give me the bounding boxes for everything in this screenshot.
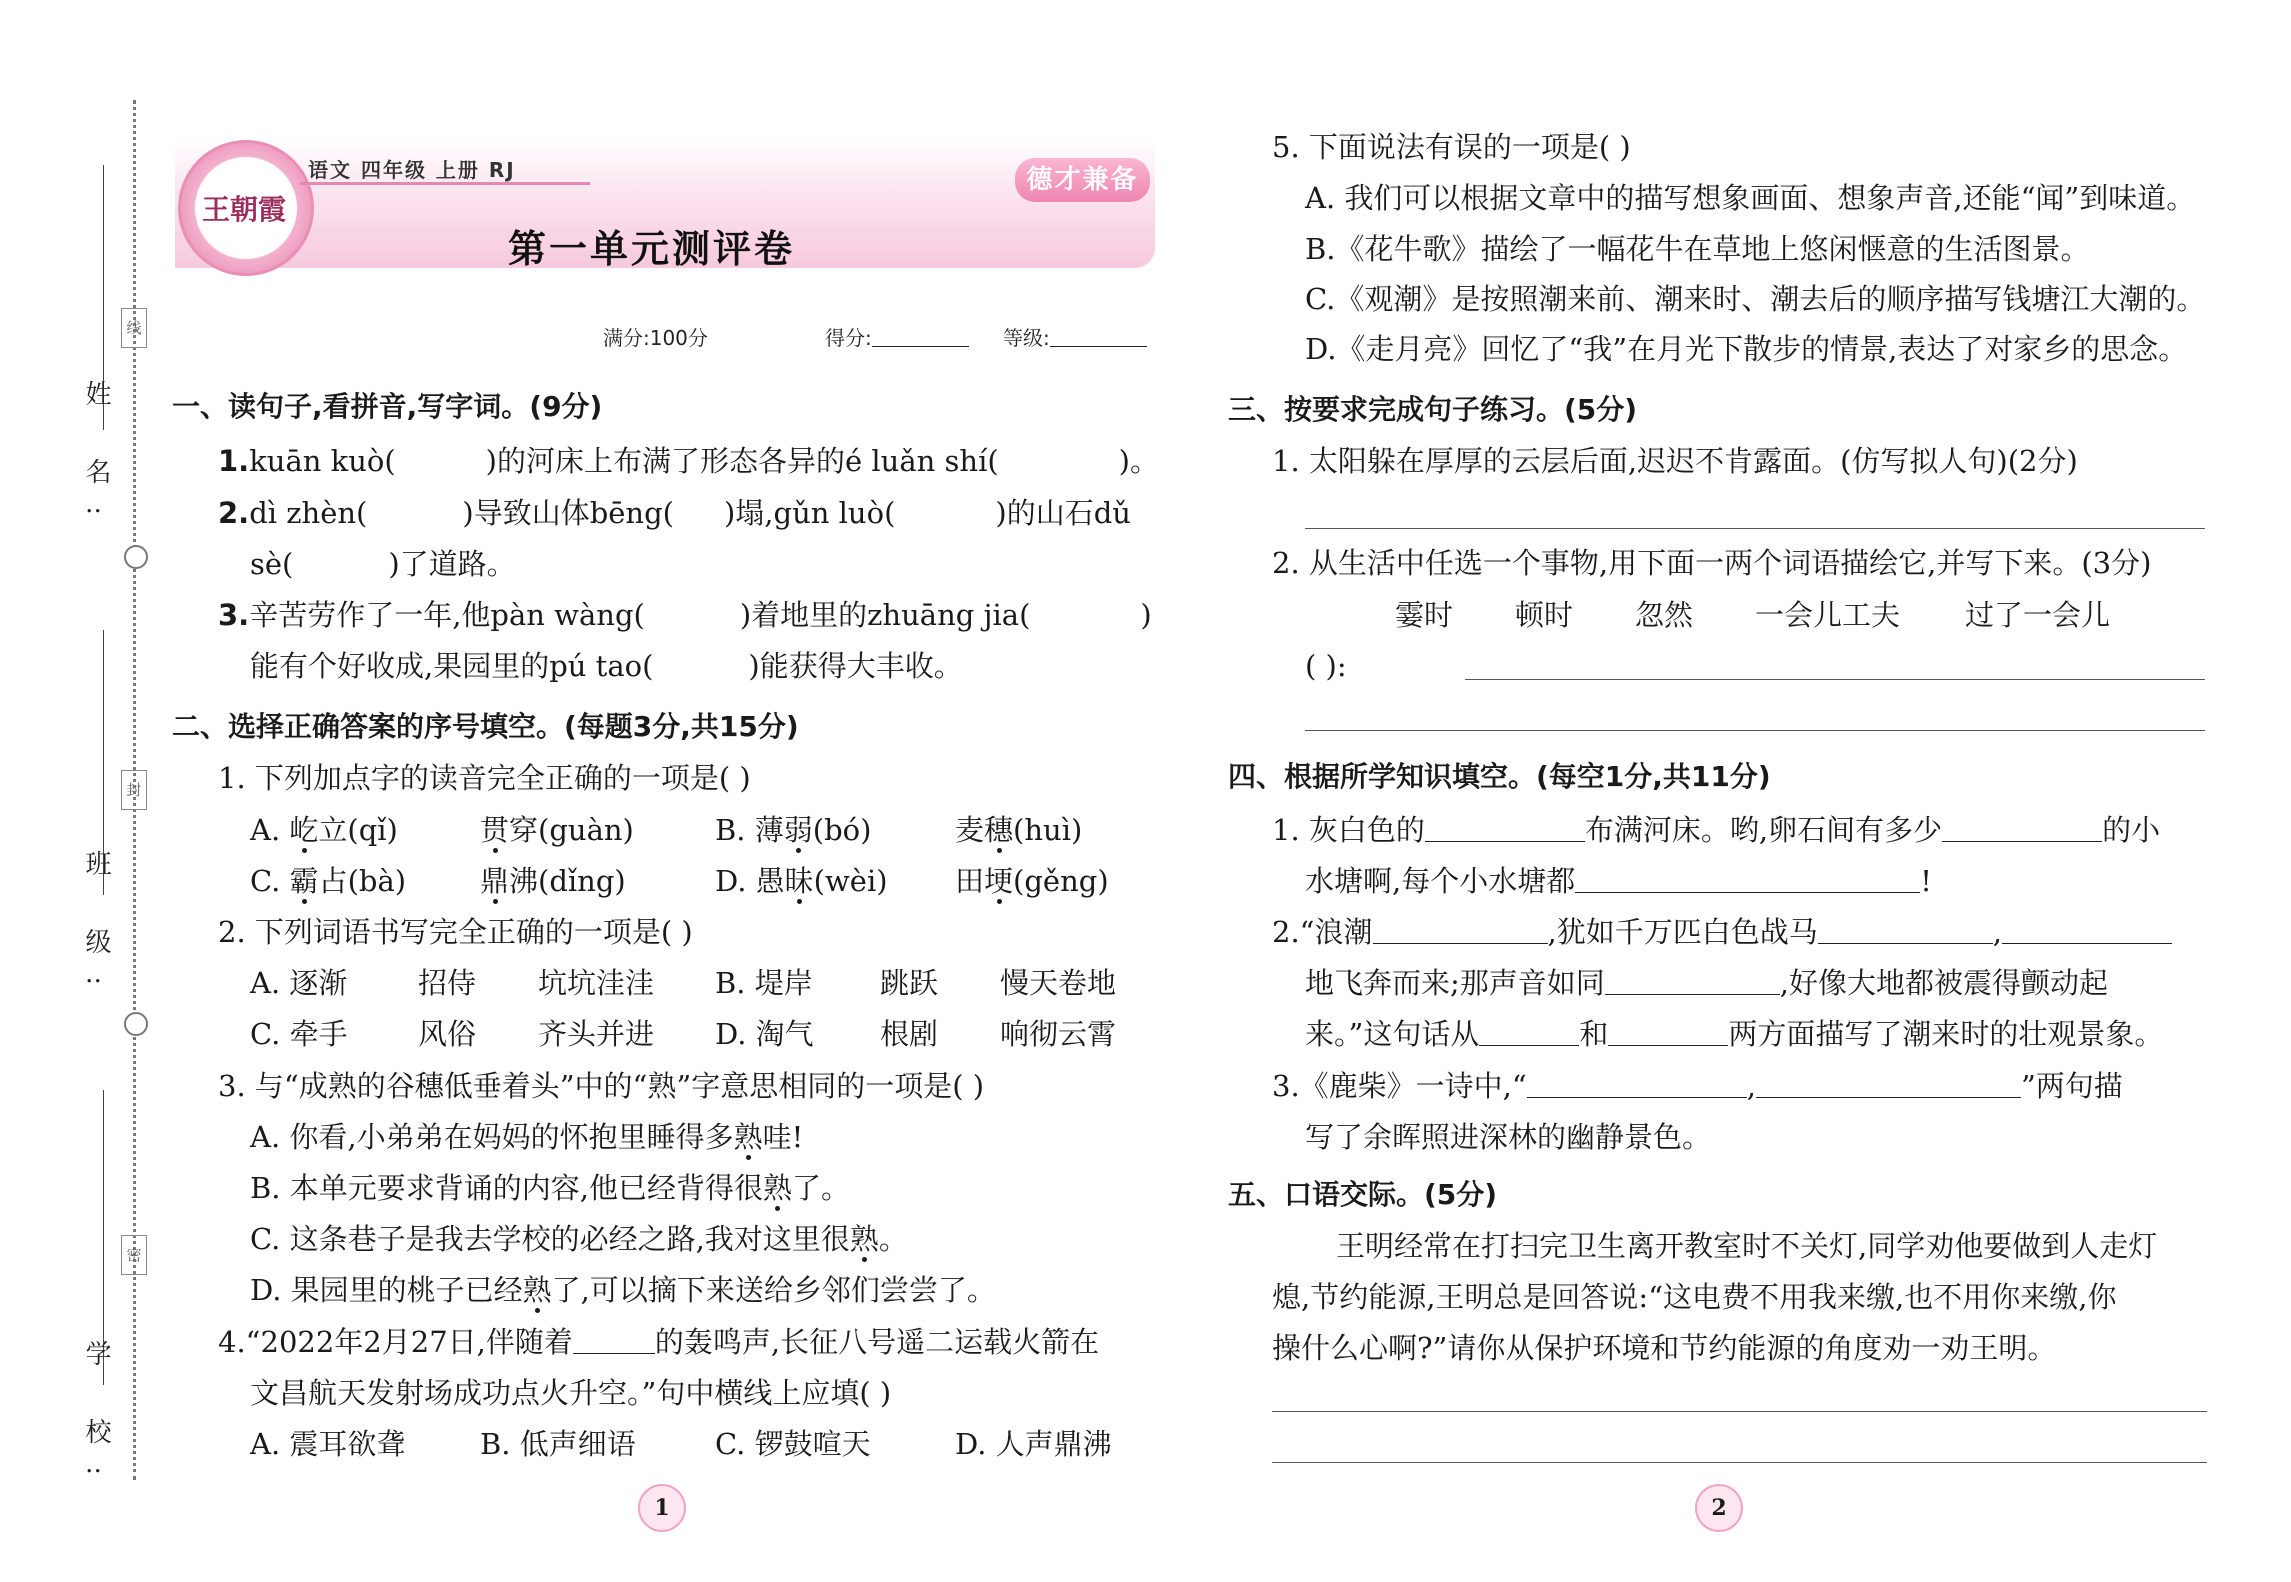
s3-q1: 1. 太阳躲在厚厚的云层后面,迟迟不肯露面。(仿写拟人句)(2分) bbox=[1272, 444, 2078, 478]
s1-q2-c: )塌,gǔn luò( bbox=[723, 496, 896, 530]
s2-q4-opt-b[interactable]: B. 低声细语 bbox=[480, 1427, 636, 1461]
s2-q1-stem: 1. 下列加点字的读音完全正确的一项是( ) bbox=[218, 761, 751, 795]
s4-q2-blank1[interactable] bbox=[1373, 917, 1548, 944]
class-label: 班 级: bbox=[81, 850, 111, 1008]
s2-q3-opt-b[interactable]: B. 本单元要求背诵的内容,他已经背得很熟了。 bbox=[250, 1171, 850, 1205]
s5-answer-line2[interactable] bbox=[1272, 1462, 2207, 1463]
s1-q2-num: 2. bbox=[218, 496, 250, 530]
q5-opt-c[interactable]: C.《观潮》是按照潮来前、潮来时、潮去后的顺序描写钱塘江大潮的。 bbox=[1305, 282, 2206, 316]
s1-q1-b: )的河床上布满了形态各异的é luǎn shí( bbox=[485, 444, 999, 478]
s3-subject-paren[interactable]: ( ): bbox=[1305, 649, 1347, 683]
s2-q2-c-word3: 齐头并进 bbox=[538, 1017, 655, 1051]
s2-q1-opt-c1[interactable]: C. 霸占(bà) bbox=[250, 864, 407, 898]
s2-q3-opt-c[interactable]: C. 这条巷子是我去学校的必经之路,我对这里很熟。 bbox=[250, 1222, 908, 1256]
seal-char-xian: 线 bbox=[121, 308, 147, 348]
binding-hole-2 bbox=[124, 1012, 148, 1036]
s4-q2-blank2[interactable] bbox=[1818, 917, 1993, 944]
q5-opt-b[interactable]: B.《花牛歌》描绘了一幅花牛在草地上悠闲惬意的生活图景。 bbox=[1305, 232, 2090, 266]
s2-q2-stem: 2. 下列词语书写完全正确的一项是( ) bbox=[218, 915, 693, 949]
s1-q3-e: )能获得大丰收。 bbox=[748, 649, 963, 683]
s5-paragraph-line1: 王明经常在打扫完卫生离开教室时不关灯,同学劝他要做到人走灯 bbox=[1336, 1229, 2158, 1263]
s4-q2-line2: 地飞奔而来;那声音如同 ,好像大地都被震得颤动起 bbox=[1305, 966, 2108, 1000]
s4-q3-blank1[interactable] bbox=[1527, 1071, 1747, 1098]
s1-q3-b: )着地里的zhuāng jia( bbox=[739, 598, 1031, 632]
s4-q3-line1: 3.《鹿柴》一诗中,“ , ”两句描 bbox=[1272, 1069, 2123, 1103]
grade-label: 等级: bbox=[1003, 326, 1050, 350]
s4-q1-blank3[interactable] bbox=[1575, 866, 1920, 893]
s1-q1-num: 1. bbox=[218, 444, 250, 478]
score-blank[interactable] bbox=[872, 326, 969, 347]
course-meta: 语文 四年级 上册 RJ bbox=[308, 158, 516, 182]
s4-q1-line2: 水塘啊,每个小水塘都 ! bbox=[1305, 864, 1932, 898]
seal-char-feng: 封 bbox=[121, 770, 147, 810]
s1-q3-c: ) bbox=[1140, 598, 1152, 632]
s1-q3-line2 bbox=[250, 648, 963, 684]
page-number-left: 1 bbox=[638, 1484, 686, 1532]
s2-q2-a-word3: 坑坑洼洼 bbox=[538, 966, 655, 1000]
section1-heading: 一、读句子,看拼音,写字词。(9分) bbox=[172, 390, 603, 423]
score-field[interactable] bbox=[825, 322, 969, 351]
s2-q2-b-word3: 慢天卷地 bbox=[1000, 966, 1117, 1000]
s3-q2: 2. 从生活中任选一个事物,用下面一两个词语描绘它,并写下来。(3分) bbox=[1272, 546, 2152, 580]
s1-q1-a: kuān kuò( bbox=[249, 444, 396, 478]
s1-q1 bbox=[218, 443, 1159, 479]
s3-word-5: 过了一会儿 bbox=[1965, 598, 2111, 632]
section2-heading: 二、选择正确答案的序号填空。(每题3分,共15分) bbox=[172, 710, 799, 743]
s4-q3-line2: 写了余晖照进深林的幽静景色。 bbox=[1305, 1120, 1712, 1154]
s2-q1-opt-d1[interactable]: D. 愚昧(wèi) bbox=[715, 864, 888, 898]
s4-q1-blank2[interactable] bbox=[1942, 815, 2102, 842]
grade-blank[interactable] bbox=[1050, 326, 1147, 347]
s5-paragraph-line3: 操什么心啊?”请你从保护环境和节约能源的角度劝一劝王明。 bbox=[1272, 1331, 2057, 1365]
score-label: 得分: bbox=[825, 326, 872, 350]
s2-q2-b-word1[interactable]: B. 堤岸 bbox=[715, 966, 813, 1000]
s1-q2-e: sè( bbox=[250, 547, 294, 581]
s2-q2-a-word1[interactable]: A. 逐渐 bbox=[250, 966, 348, 1000]
s2-q2-c-word1[interactable]: C. 牵手 bbox=[250, 1017, 348, 1051]
s5-paragraph-line2: 熄,节约能源,王明总是回答说:“这电费不用我来缴,也不用你来缴,你 bbox=[1272, 1280, 2117, 1314]
s1-q3-num: 3. bbox=[218, 598, 250, 632]
full-marks: 满分:100分 bbox=[603, 326, 708, 350]
s3-q1-answer-line[interactable] bbox=[1305, 528, 2205, 529]
motto-badge: 德才兼备 bbox=[1015, 158, 1150, 202]
s1-q2-line2 bbox=[250, 546, 516, 582]
s1-q3-a: 辛苦劳作了一年,他pàn wàng( bbox=[249, 598, 645, 632]
s2-q4-blank[interactable] bbox=[573, 1327, 655, 1354]
s2-q3-stem: 3. 与“成熟的谷穗低垂着头”中的“熟”字意思相同的一项是( ) bbox=[218, 1069, 985, 1103]
s4-q2-blank3[interactable] bbox=[2002, 917, 2172, 944]
s3-word-3: 忽然 bbox=[1635, 598, 1694, 632]
s2-q4-opt-d[interactable]: D. 人声鼎沸 bbox=[955, 1427, 1112, 1461]
grade-field[interactable] bbox=[1003, 322, 1147, 351]
seal-char-mi: 密 bbox=[121, 1235, 147, 1275]
s2-q2-d-word3: 响彻云霄 bbox=[1000, 1017, 1117, 1051]
q5-opt-d[interactable]: D.《走月亮》回忆了“我”在月光下散步的情景,表达了对家乡的思念。 bbox=[1305, 332, 2188, 366]
binding-hole-1 bbox=[124, 545, 148, 569]
section3-heading: 三、按要求完成句子练习。(5分) bbox=[1228, 393, 1638, 426]
s2-q2-a-word2: 招侍 bbox=[418, 966, 477, 1000]
s4-q1-line1: 1. 灰白色的 布满河床。哟,卵石间有多少 的小 bbox=[1272, 813, 2161, 847]
school-label: 学 校: bbox=[81, 1340, 111, 1498]
s1-q2-line1 bbox=[218, 495, 1131, 531]
s1-q2-a: dì zhèn( bbox=[249, 496, 368, 530]
s2-q2-d-word1[interactable]: D. 淘气 bbox=[715, 1017, 814, 1051]
s2-q4-line2: 文昌航天发射场成功点火升空。”句中横线上应填( ) bbox=[250, 1376, 892, 1410]
s3-q2-answer-line1[interactable] bbox=[1465, 679, 2205, 680]
s4-q2-blank4[interactable] bbox=[1605, 968, 1780, 995]
s3-word-2: 顿时 bbox=[1515, 598, 1574, 632]
s2-q4-line1: 4.“2022年2月27日,伴随着 的轰鸣声,长征八号遥二运载火箭在 bbox=[218, 1325, 1100, 1359]
s4-q2-blank5[interactable] bbox=[1479, 1019, 1579, 1046]
q5-opt-a[interactable]: A. 我们可以根据文章中的描写想象画面、想象声音,还能“闻”到味道。 bbox=[1305, 181, 2196, 215]
section5-heading: 五、口语交际。(5分) bbox=[1228, 1178, 1498, 1211]
s2-q1-opt-b1[interactable]: B. 薄弱(bó) bbox=[715, 813, 872, 847]
meta-underline bbox=[300, 182, 590, 185]
s1-q3-line1 bbox=[218, 597, 1152, 633]
s3-word-1: 霎时 bbox=[1395, 598, 1454, 632]
s1-q1-c: )。 bbox=[1118, 444, 1159, 478]
page-title: 第一单元测评卷 bbox=[508, 227, 796, 271]
s2-q4-opt-a[interactable]: A. 震耳欲聋 bbox=[250, 1427, 406, 1461]
s1-q2-d: )的山石dǔ bbox=[995, 496, 1131, 530]
brand-logo-text: 王朝霞 bbox=[201, 193, 286, 226]
s4-q1-blank1[interactable] bbox=[1425, 815, 1585, 842]
q5-stem: 5. 下面说法有误的一项是( ) bbox=[1272, 130, 1631, 164]
s1-q3-d: 能有个好收成,果园里的pú tao( bbox=[250, 649, 654, 683]
s1-q2-b: )导致山体bēng( bbox=[462, 496, 674, 530]
s1-q2-f: )了道路。 bbox=[388, 547, 516, 581]
s2-q1-opt-a1[interactable]: A. 屹立(qǐ) bbox=[250, 813, 398, 847]
s4-q2-line1: 2.“浪潮 ,犹如千万匹白色战马 , bbox=[1272, 914, 2172, 950]
s4-q3-blank2[interactable] bbox=[1756, 1071, 2021, 1098]
section4-heading: 四、根据所学知识填空。(每空1分,共11分) bbox=[1228, 760, 1771, 793]
s4-q2-line3: 来。”这句话从 和 两方面描写了潮来时的壮观景象。 bbox=[1305, 1017, 2164, 1051]
s2-q3-opt-a[interactable]: A. 你看,小弟弟在妈妈的怀抱里睡得多熟哇! bbox=[250, 1120, 804, 1154]
s3-word-4: 一会儿工夫 bbox=[1755, 598, 1901, 632]
s2-q1-opt-a2: 贯穿(guàn) bbox=[480, 813, 634, 847]
s2-q1-opt-d2: 田埂(gěng) bbox=[955, 864, 1109, 898]
s2-q1-opt-c2: 鼎沸(dǐng) bbox=[480, 864, 626, 898]
page-number-right: 2 bbox=[1695, 1484, 1743, 1532]
s4-q2-blank6[interactable] bbox=[1608, 1019, 1728, 1046]
s2-q4-opt-c[interactable]: C. 锣鼓喧天 bbox=[715, 1427, 871, 1461]
s3-q2-answer-line2[interactable] bbox=[1305, 730, 2205, 731]
s2-q3-opt-d[interactable]: D. 果园里的桃子已经熟了,可以摘下来送给乡邻们尝尝了。 bbox=[250, 1273, 996, 1307]
s5-answer-line1[interactable] bbox=[1272, 1411, 2207, 1412]
s2-q2-c-word2: 风俗 bbox=[418, 1017, 477, 1051]
s2-q2-d-word2: 根剧 bbox=[880, 1017, 939, 1051]
s2-q1-opt-b2: 麦穗(huì) bbox=[955, 813, 1083, 847]
name-label: 姓 名: bbox=[81, 380, 111, 538]
s2-q2-b-word2: 跳跃 bbox=[880, 966, 939, 1000]
